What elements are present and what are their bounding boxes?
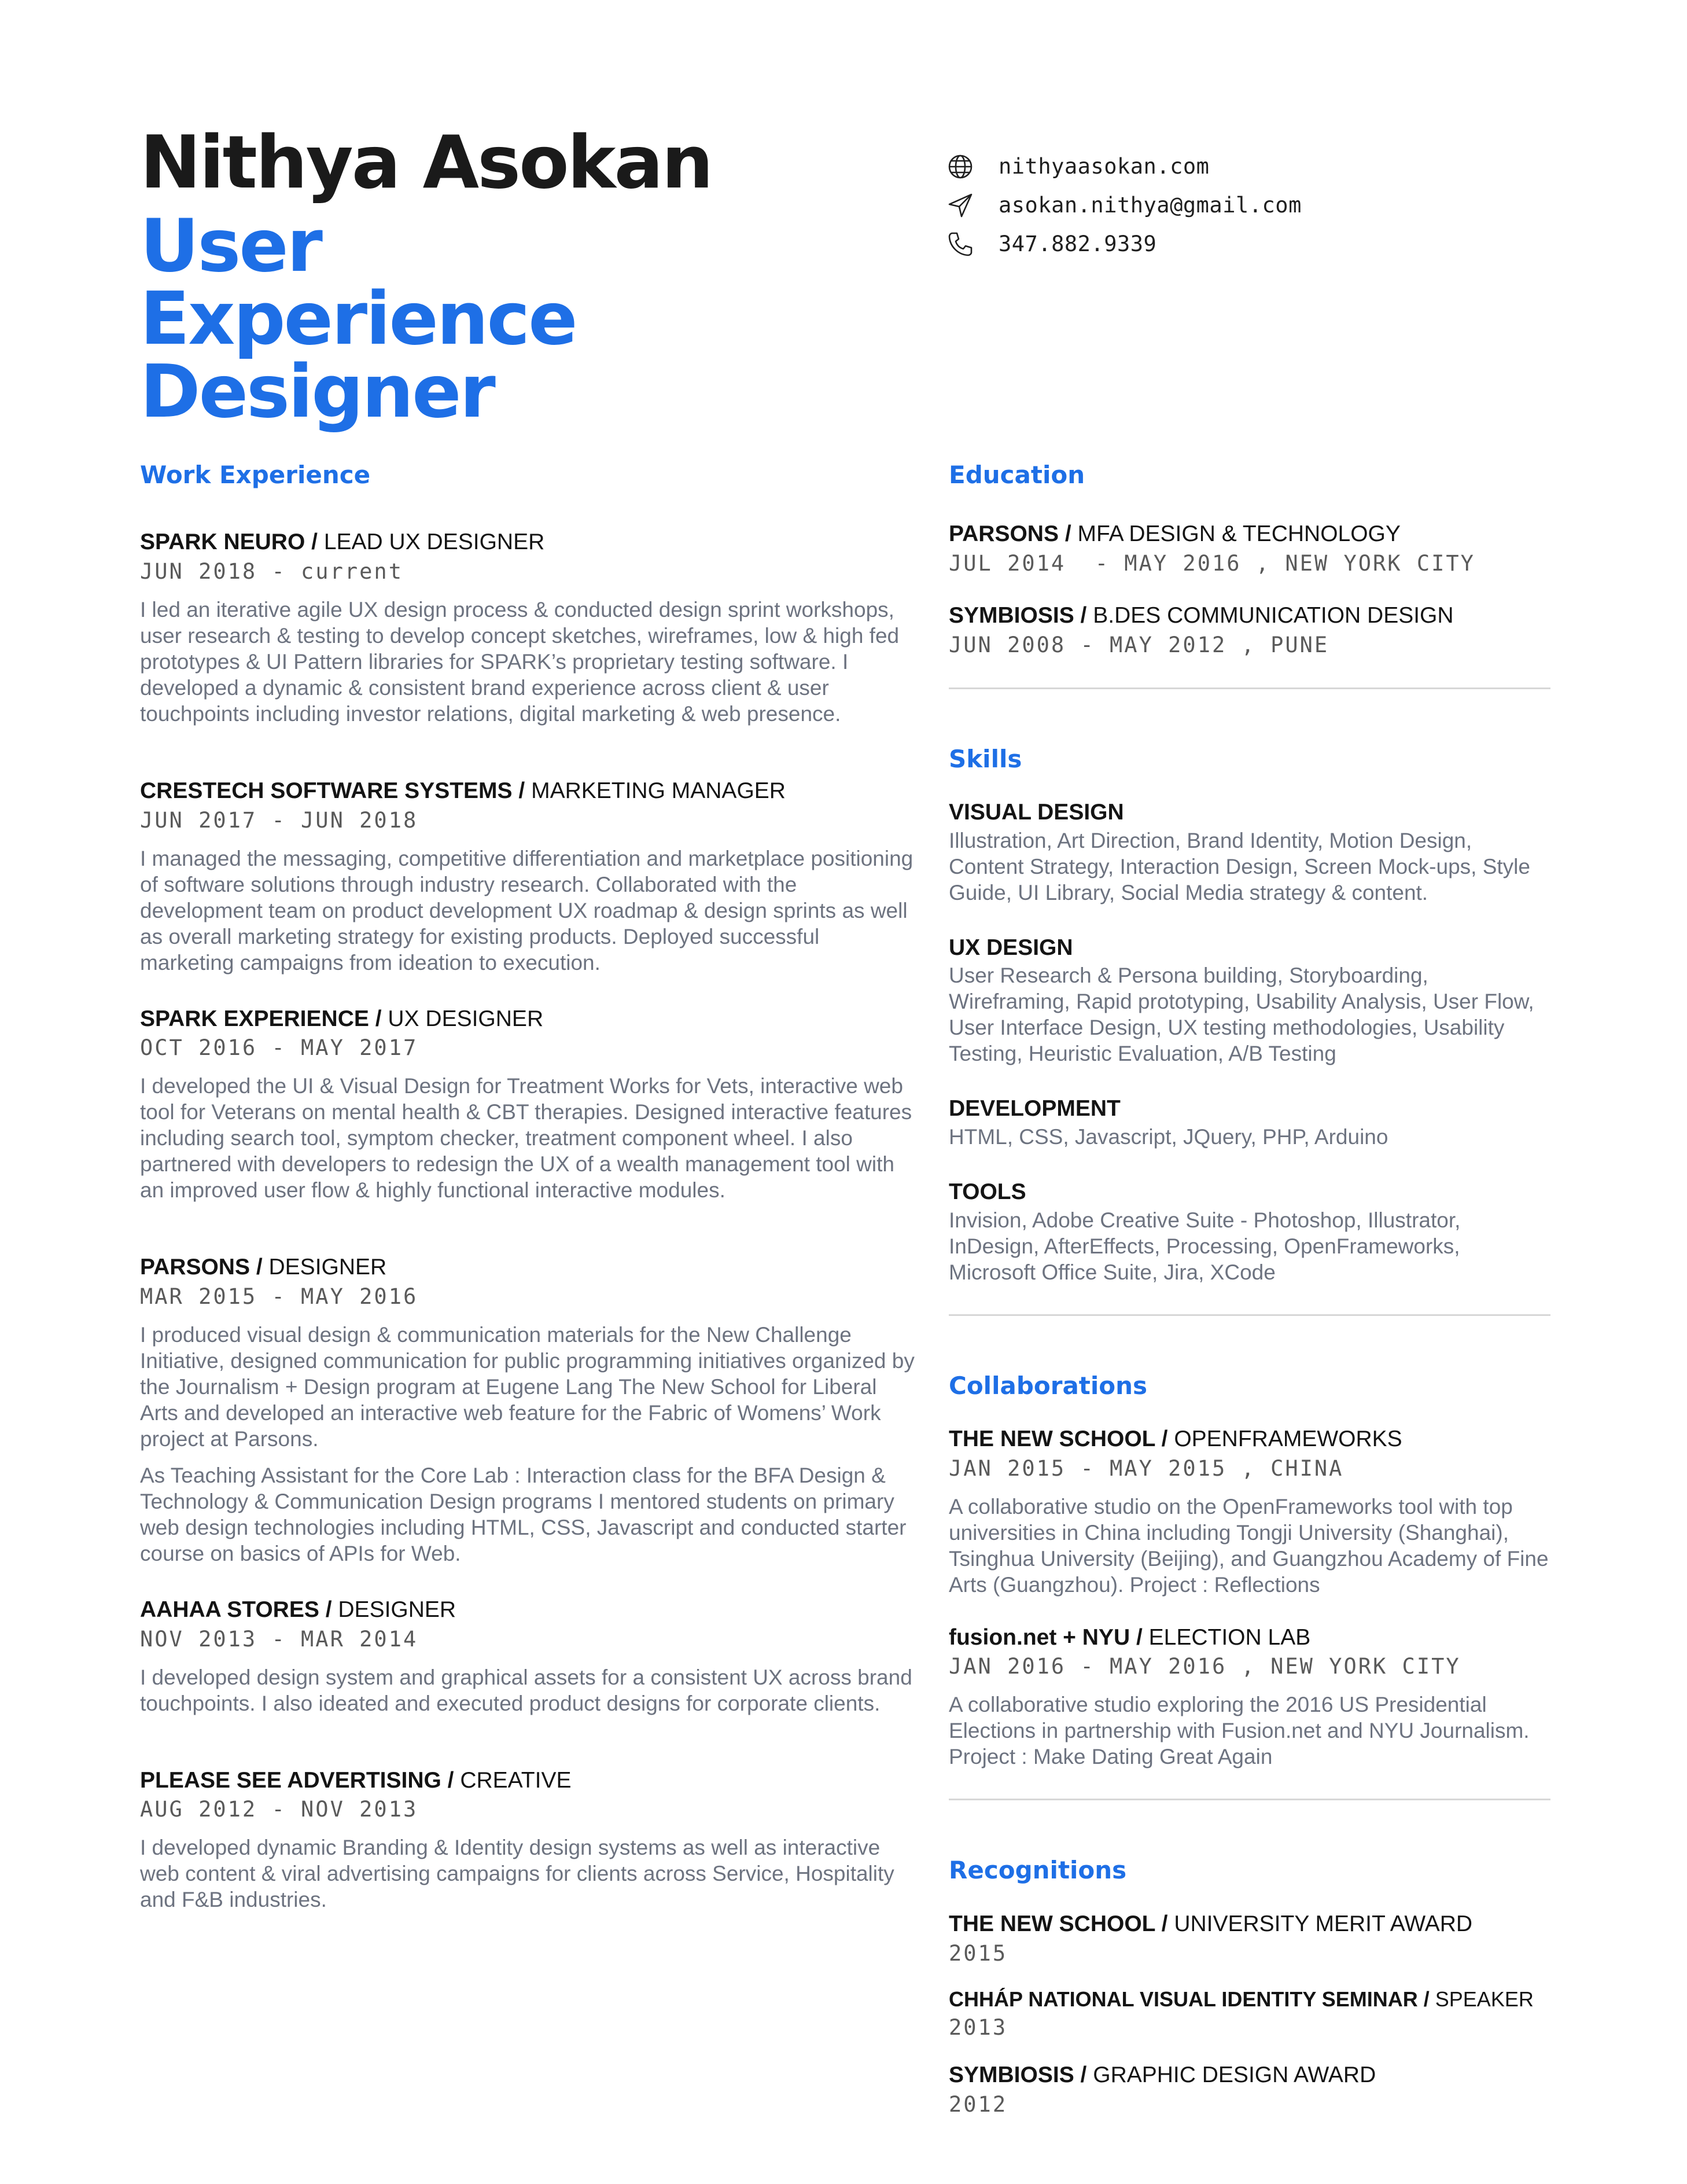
entry-date: JUN 2017 - JUN 2018 (140, 807, 418, 833)
entry-org: PLEASE SEE ADVERTISING (140, 1767, 441, 1793)
entry-date: JAN 2015 - MAY 2015 , CHINA (949, 1455, 1344, 1481)
work-entry-spark-experience (140, 1005, 915, 1204)
entry-sep: / (369, 1006, 388, 1031)
contact-phone[interactable] (946, 225, 1302, 263)
work-entry-parsons (140, 1253, 915, 1567)
entry-description: I developed design system and graphical assets for a consistent UX across brand touchpoints. I also ideated and executed product designs for corporate clients. (140, 1665, 912, 1715)
skill-body: Illustration, Art Direction, Brand Identity, Motion Design, Content Strategy, Interaction Design, Screen Mock-ups, Style Guide, UI Library, Social Media strategy & content. (949, 828, 1530, 905)
skill-title: DEVELOPMENT (949, 1096, 1121, 1122)
entry-org: PARSONS (949, 521, 1059, 547)
entry-role: MARKETING MANAGER (531, 778, 786, 804)
divider (949, 687, 1550, 689)
entry-role: ELECTION LAB (1148, 1624, 1311, 1650)
job-title: User Experience Designer (140, 203, 576, 434)
collaborations-heading: Collaborations (949, 1371, 1148, 1400)
candidate-name: Nithya Asokan (140, 120, 712, 205)
entry-date: AUG 2012 - NOV 2013 (140, 1797, 418, 1822)
entry-description: I developed dynamic Branding & Identity design systems as well as interactive web content & viral advertising campaigns for clients across Service, Hospitality and F&B industries. (140, 1836, 894, 1912)
work-entry-aahaa (140, 1595, 915, 1716)
entry-sep: / (319, 1597, 338, 1622)
entry-date: MAR 2015 - MAY 2016 (140, 1284, 418, 1309)
skill-ux-design (949, 933, 1550, 1067)
entry-date: JUL 2014 - MAY 2016 , NEW YORK CITY (949, 551, 1475, 576)
skill-title: VISUAL DESIGN (949, 800, 1124, 825)
recognition-entry-chhap (949, 1986, 1550, 2042)
entry-title (949, 1425, 1550, 1454)
divider (949, 1799, 1550, 1800)
entry-org: AAHAA STORES (140, 1597, 319, 1622)
entry-date: NOV 2013 - MAR 2014 (140, 1626, 418, 1652)
skill-title: TOOLS (949, 1179, 1026, 1205)
entry-sep: / (1058, 521, 1078, 547)
entry-sep: / (249, 1255, 269, 1280)
collab-entry-new-school (949, 1425, 1550, 1598)
entry-date: 2013 (949, 2015, 1008, 2040)
entry-description: I produced visual design & communication materials for the New Challenge Initiative, designed communication for public programming initiatives organized by the Journalism + Design program at Eugene Lang The New School for Liberal Arts and developed an interactive web feature for the Fabric of Womens’ Work project at Parsons. (140, 1322, 915, 1451)
entry-sep: / (305, 530, 324, 555)
left-column (140, 461, 915, 1942)
entry-title (140, 1766, 915, 1796)
globe-icon (946, 153, 974, 181)
skill-title: UX DESIGN (949, 935, 1073, 960)
recognition-entry-symbiosis (949, 2061, 1550, 2119)
entry-org: SYMBIOSIS (949, 603, 1074, 628)
skill-body: Invision, Adobe Creative Suite - Photoshop, Illustrator, InDesign, AfterEffects, Processing, OpenFrameworks, Microsoft Office Suite, Jira, XCode (949, 1208, 1461, 1284)
entry-title (949, 520, 1550, 549)
education-entry-symbiosis (949, 601, 1550, 660)
entry-title (140, 1595, 915, 1625)
skill-body: User Research & Persona building, Storyboarding, Wireframing, Rapid prototyping, Usability Analysis, User Flow, User Interface Design, UX testing methodologies, Usability Testing, Heuristic Evaluation, A/B Testing (949, 964, 1534, 1066)
entry-role: DESIGNER (268, 1255, 387, 1280)
entry-date: 2015 (949, 1940, 1008, 1966)
entry-date: 2012 (949, 2091, 1008, 2117)
right-column (949, 461, 1550, 2130)
entry-title (140, 777, 915, 806)
entry-role: UNIVERSITY MERIT AWARD (1174, 1911, 1473, 1936)
entry-sep: / (1155, 1426, 1174, 1452)
collab-entry-fusion (949, 1623, 1550, 1770)
recognitions-heading: Recognitions (949, 1856, 1127, 1885)
entry-description: A collaborative studio on the OpenFrameworks tool with top universities in China including Tongji University (Shanghai), Tsinghua University (Beijing), and Guangzhou Academy of Fine Arts (Guangzhou). Project : Reflections (949, 1494, 1549, 1597)
divider (949, 1314, 1550, 1316)
entry-org: SYMBIOSIS (949, 2062, 1074, 2088)
contact-email[interactable] (946, 186, 1302, 225)
entry-title (949, 2061, 1550, 2090)
entry-description-2: As Teaching Assistant for the Core Lab : Interaction class for the BFA Design & Technology & Communication Design programs I mentored students on primary web design technologies including HTML, CSS, Javascript and conducted starter course on basics of APIs for Web. (140, 1463, 907, 1565)
entry-sep: / (1155, 1911, 1174, 1936)
skill-tools (949, 1178, 1550, 1285)
entry-title (949, 601, 1550, 631)
entry-org: THE NEW SCHOOL (949, 1911, 1155, 1936)
entry-org: SPARK EXPERIENCE (140, 1006, 369, 1031)
phone-icon (946, 230, 974, 258)
entry-sep: / (512, 778, 532, 804)
entry-date: JUN 2008 - MAY 2012 , PUNE (949, 632, 1329, 657)
entry-date: JAN 2016 - MAY 2016 , NEW YORK CITY (949, 1654, 1461, 1679)
entry-sep: / (1074, 603, 1093, 628)
entry-description: A collaborative studio exploring the 2016 US Presidential Elections in partnership with Fusion.net and NYU Journalism. Project : Make Dating Great Again (949, 1693, 1530, 1769)
phone-text: 347.882.9339 (999, 231, 1157, 256)
entry-org: THE NEW SCHOOL (949, 1426, 1155, 1452)
work-entry-crestech (140, 777, 915, 976)
education-entry-parsons (949, 520, 1550, 578)
entry-role: LEAD UX DESIGNER (323, 530, 545, 555)
entry-title (949, 1623, 1550, 1653)
skill-visual-design (949, 798, 1550, 906)
entry-role: MFA DESIGN & TECHNOLOGY (1077, 521, 1401, 547)
entry-role: OPENFRAMEWORKS (1174, 1426, 1402, 1452)
entry-org: PARSONS (140, 1255, 250, 1280)
entry-sep: / (1130, 1624, 1149, 1650)
entry-sep: / (441, 1767, 461, 1793)
entry-description: I developed the UI & Visual Design for Treatment Works for Vets, interactive web tool for Veterans on mental health & CBT therapies. Designed interactive features including search tool, symptom checker, treatment component wheel. I also partnered with developers to redesign the UX of a wealth management tool with an improved user flow & highly functional interactive modules. (140, 1074, 912, 1203)
entry-org: CHHÁP NATIONAL VISUAL IDENTITY SEMINAR (949, 1987, 1418, 2012)
entry-role: SPEAKER (1435, 1987, 1534, 2012)
entry-date: JUN 2018 - current (140, 559, 403, 584)
entry-role: GRAPHIC DESIGN AWARD (1093, 2062, 1376, 2088)
skill-body: HTML, CSS, Javascript, JQuery, PHP, Arduino (949, 1125, 1388, 1149)
entry-title (140, 1005, 915, 1034)
entry-org: fusion.net + NYU (949, 1624, 1130, 1650)
entry-title (949, 1910, 1550, 1939)
entry-description: I led an iterative agile UX design process & conducted design sprint workshops, user research & testing to develop concept sketches, wireframes, low & high fed prototypes & UI Pattern libraries for SPARK’s proprietary testing software. I developed a dynamic & consistent brand experience across client & user touchpoints including investor relations, digital marketing & web presence. (140, 598, 900, 726)
entry-title (949, 1986, 1550, 2013)
entry-role: DESIGNER (338, 1597, 456, 1622)
recognition-entry-new-school (949, 1910, 1550, 1968)
entry-org: CRESTECH SOFTWARE SYSTEMS (140, 778, 513, 804)
contact-list (946, 147, 1302, 263)
entry-sep: / (1074, 2062, 1093, 2088)
entry-title (140, 1253, 915, 1282)
email-text: asokan.nithya@gmail.com (999, 193, 1302, 218)
education-heading: Education (949, 461, 1085, 489)
work-entry-please-see (140, 1766, 915, 1913)
skills-heading: Skills (949, 744, 1022, 773)
entry-date: OCT 2016 - MAY 2017 (140, 1035, 418, 1061)
website-text: nithyaasokan.com (999, 154, 1210, 179)
skill-development (949, 1094, 1550, 1150)
send-icon (946, 192, 974, 219)
entry-role: UX DESIGNER (388, 1006, 544, 1031)
work-entry-spark-neuro (140, 528, 915, 727)
contact-website[interactable] (946, 147, 1302, 186)
entry-sep: / (1417, 1987, 1435, 2012)
work-experience-heading: Work Experience (140, 461, 371, 489)
entry-description: I managed the messaging, competitive differentiation and marketplace positioning of software solutions through industry research. Collaborated with the development team on product development UX roadmap & design sprints as well as overall marketing strategy for existing products. Deployed successful marketing campaigns from ideation to execution. (140, 846, 914, 975)
entry-role: CREATIVE (460, 1767, 572, 1793)
entry-title (140, 528, 915, 557)
entry-role: B.DES COMMUNICATION DESIGN (1093, 603, 1454, 628)
entry-org: SPARK NEURO (140, 530, 305, 555)
